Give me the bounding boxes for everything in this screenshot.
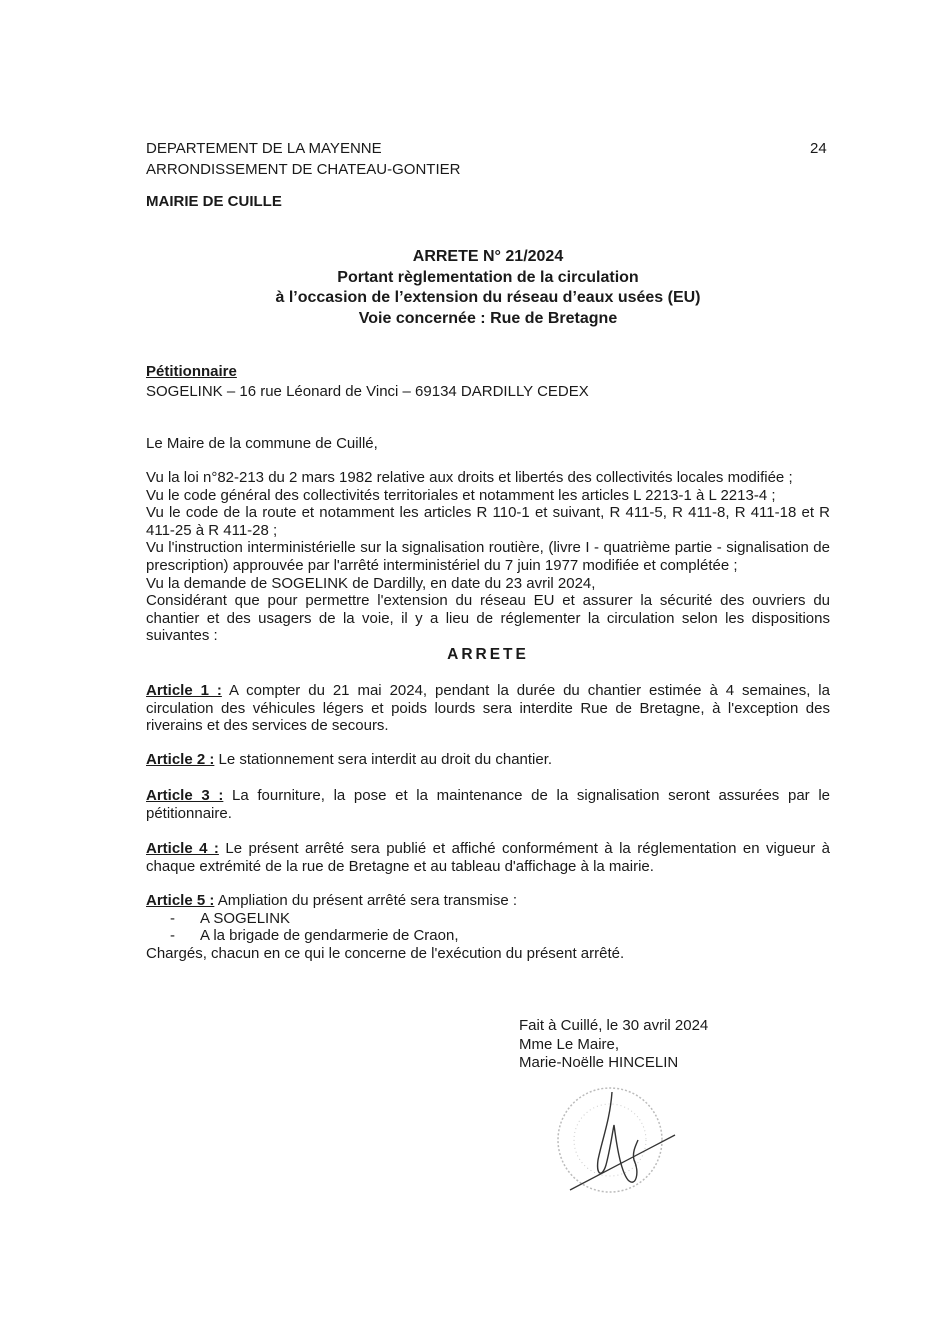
article-label: Article 2 : (146, 751, 215, 768)
arrondissement: ARRONDISSEMENT DE CHATEAU-GONTIER (146, 160, 461, 178)
article-text: Ampliation du présent arrêté sera transmise : (214, 892, 518, 909)
article-3 (146, 787, 830, 822)
title-line: Portant règlementation de la circulation (337, 268, 639, 286)
place-date: Fait à Cuillé, le 30 avril 2024 (519, 1017, 709, 1034)
petitionnaire (146, 363, 830, 400)
article-5 (146, 892, 830, 962)
article-text: A compter du 21 mai 2024, pendant la durée du chantier estimée à 4 semaines, la circulation des véhicules légers et poids lourds sera interdite Rue de Bretagne, à l'exception des riverains et des services de secours. (146, 682, 830, 735)
article-4 (146, 840, 830, 875)
signature-block (519, 1017, 708, 1073)
article-text: Le stationnement sera interdit au droit du chantier. (214, 751, 553, 768)
considerant: Vu le code général des collectivités territoriales et notamment les articles L 2213-1 à L 2213-4 ; (146, 486, 776, 504)
stamp-inner-circle (574, 1104, 646, 1176)
title-line: Voie concernée : Rue de Bretagne (358, 309, 618, 327)
intro: Le Maire de la commune de Cuillé, (146, 435, 378, 452)
title-line: ARRETE N° 21/2024 (412, 248, 564, 265)
petitionnaire-label: Pétitionnaire (146, 363, 237, 380)
article-2 (146, 751, 830, 769)
considerants (146, 469, 830, 645)
article-text: Le présent arrêté sera publié et affiché conformément à la réglementation en vigueur à chaque extrémité de la rue de Bretagne et au tableau d'affichage à la mairie. (146, 840, 830, 875)
petitionnaire-value: SOGELINK – 16 rue Léonard de Vinci – 69134 DARDILLY CEDEX (146, 382, 589, 400)
article-text: La fourniture, la pose et la maintenance de la signalisation seront assurées par le pétitionnaire. (146, 787, 830, 822)
article-label: Article 3 : (146, 787, 224, 804)
arrete-heading: ARRETE (447, 646, 529, 663)
article-label: Article 1 : (146, 682, 222, 699)
header (146, 140, 830, 211)
closing: Chargés, chacun en ce qui le concerne de l'exécution du présent arrêté. (146, 944, 625, 962)
considerant: Vu le code de la route et notamment les articles R 110-1 et suivant, R 411-5, R 411-8, R 411-18 et R 411-25 à R 411-28 ; (146, 504, 830, 539)
article-1 (146, 682, 830, 735)
article-label: Article 5 : (146, 892, 215, 909)
recipient: - A SOGELINK (170, 909, 291, 927)
considerant: Vu la loi n°82-213 du 2 mars 1982 relative aux droits et libertés des collectivités locales modifiée ; (146, 469, 793, 486)
title-line: à l’occasion de l’extension du réseau d’eaux usées (EU) (275, 289, 701, 306)
considerant: Vu la demande de SOGELINK de Dardilly, en date du 23 avril 2024, (146, 574, 596, 592)
mairie: MAIRIE DE CUILLE (146, 193, 282, 211)
signatory-role: Mme Le Maire, (519, 1035, 620, 1053)
considerant: Considérant que pour permettre l'extension du réseau EU et assurer la sécurité des ouvriers du chantier et des usagers de la voie, il y a lieu de réglementer la circulation selon les dispositions suivantes : (146, 592, 830, 645)
document-title (146, 247, 830, 329)
article-label: Article 4 : (146, 840, 219, 857)
recipient: - A la brigade de gendarmerie de Craon, (170, 927, 459, 945)
stamp-and-signature (540, 1080, 690, 1200)
department: DEPARTEMENT DE LA MAYENNE (146, 140, 382, 157)
signature-stroke (570, 1135, 675, 1190)
considerant: Vu l'instruction interministérielle sur la signalisation routière, (livre I - quatrième partie - signalisation de prescription) approuvée par l'arrêté interministériel du 7 juin 1977 modifiée et complétée ; (146, 539, 830, 574)
signatory-name: Marie-Noëlle HINCELIN (519, 1054, 679, 1071)
page-number: 24 (810, 140, 827, 157)
